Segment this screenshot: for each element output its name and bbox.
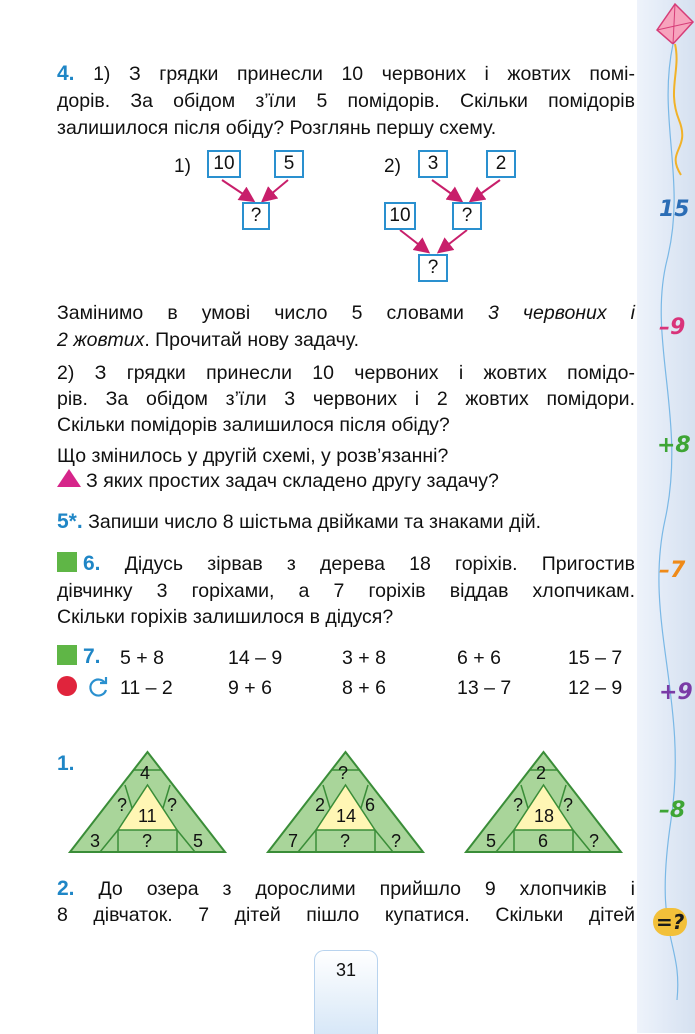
tri2-left: 2 — [315, 795, 326, 815]
task-number: 4. — [57, 62, 75, 85]
task-number: 6. — [83, 552, 101, 575]
scheme1-box-result: ? — [242, 202, 270, 230]
scheme2-box-mid-left: 10 — [384, 202, 416, 230]
task6-line3: Скільки горіхів залишилося в дідуся? — [57, 606, 394, 628]
tri1-left: ? — [117, 795, 128, 815]
task6-line1: 6. Дідусь зірвав з дерева 18 горіхів. Пригостив — [57, 551, 635, 578]
side-number-badge: =? — [653, 908, 687, 936]
task7-head — [57, 645, 101, 669]
task4b-line2: рів. За обідом з’їли 3 червоних і 2 жовтих помідори. — [57, 388, 635, 410]
task5-line: 5*. Запиши число 8 шістьма двійками та знаками дій. — [57, 510, 542, 533]
kite-icon — [637, 0, 695, 1033]
schemes-arrows — [0, 0, 637, 300]
red-circle-icon — [57, 676, 77, 696]
task4-line2: дорів. За обідом з’їли 5 помідорів. Скільки помідорів — [57, 90, 635, 112]
tri3-bottom-left: 5 — [486, 831, 497, 851]
scheme2-box-a: 3 — [418, 150, 448, 178]
tri3-bottom-mid: 6 — [538, 831, 549, 851]
task7-expr: 9 + 6 — [228, 677, 272, 699]
task7-expr: 3 + 8 — [342, 647, 386, 669]
task6-line2: дівчинку 3 горіхами, а 7 горіхів віддав хлопчикам. — [57, 580, 635, 602]
scheme2-label: 2) — [384, 156, 401, 177]
task7-expr: 12 – 9 — [568, 677, 623, 699]
task4-line3: залишилося після обіду? Розглянь першу схему. — [57, 117, 497, 139]
question-line: Що змінилось у другій схемі, у розв’язанні? — [57, 445, 449, 467]
task4b-line3: Скільки помідорів залишилося після обіду? — [57, 414, 450, 436]
tri2-bottom-right: ? — [391, 831, 402, 851]
tri2-bottom-left: 7 — [288, 831, 299, 851]
task7-expr: 5 + 8 — [120, 647, 164, 669]
task7-expr: 8 + 6 — [342, 677, 386, 699]
tri1-bottom-left: 3 — [90, 831, 101, 851]
scheme2-box-mid-right: ? — [452, 202, 482, 230]
task-number: 2. — [57, 877, 75, 900]
tri1-bottom-mid: ? — [142, 831, 153, 851]
tri3-bottom-right: ? — [589, 831, 600, 851]
tri1-top: 4 — [140, 763, 151, 783]
task-number: 7. — [83, 645, 101, 668]
tri1-center: 11 — [138, 806, 157, 826]
tri2-top: ? — [338, 763, 349, 783]
scheme1-box-a: 10 — [207, 150, 241, 178]
tri2-center: 14 — [336, 806, 357, 826]
side-number: –8 — [659, 798, 686, 823]
task7-expr: 6 + 6 — [457, 647, 501, 669]
replace-line2: 2 жовтих. Прочитай нову задачу. — [57, 329, 360, 351]
extra1-number: 1. — [57, 752, 75, 775]
side-number: 15 — [659, 197, 690, 222]
task4b-line1: 2) З грядки принесли 10 червоних і жовтих помідо- — [57, 362, 635, 384]
tri2-bottom-mid: ? — [340, 831, 351, 851]
tri1-right: ? — [167, 795, 178, 815]
side-decoration — [637, 0, 695, 1033]
task7-expr: 15 – 7 — [568, 647, 623, 669]
side-number: +9 — [659, 680, 693, 705]
tri3-center: 18 — [534, 806, 555, 826]
side-number: –9 — [659, 315, 686, 340]
tri3-top: 2 — [536, 763, 547, 783]
green-square-icon — [57, 645, 77, 665]
task7-expr: 14 – 9 — [228, 647, 283, 669]
task7-expr: 11 – 2 — [120, 677, 173, 699]
scheme1-box-b: 5 — [274, 150, 304, 178]
scheme2-box-b: 2 — [486, 150, 516, 178]
side-number: –7 — [659, 558, 686, 583]
tri3-left: ? — [513, 795, 524, 815]
scheme2-box-result: ? — [418, 254, 448, 282]
side-number: +8 — [657, 433, 691, 458]
task7-expr: 13 – 7 — [457, 677, 512, 699]
tri3-right: ? — [563, 795, 574, 815]
triangle-icon — [57, 469, 81, 487]
triangle-question-line: З яких простих задач складено другу задачу? — [57, 468, 635, 495]
scheme1-label: 1) — [174, 156, 191, 177]
page-number: 31 — [314, 950, 378, 1034]
green-square-icon — [57, 552, 77, 572]
extra2-line2: 8 дівчаток. 7 дітей пішло купатися. Скільки дітей — [57, 904, 635, 926]
task-number: 5*. — [57, 510, 83, 533]
tri1-bottom-right: 5 — [193, 831, 204, 851]
refresh-icon — [86, 675, 110, 699]
tri2-right: 6 — [365, 795, 376, 815]
replace-line1: Замінимо в умові число 5 словами 3 червоних і — [57, 302, 636, 324]
extra2-line1: 2. До озера з дорослими прийшло 9 хлопчиків і — [57, 877, 636, 900]
task4-line1: 4. 1) З грядки принесли 10 червоних і жовтих помі- — [57, 62, 635, 85]
